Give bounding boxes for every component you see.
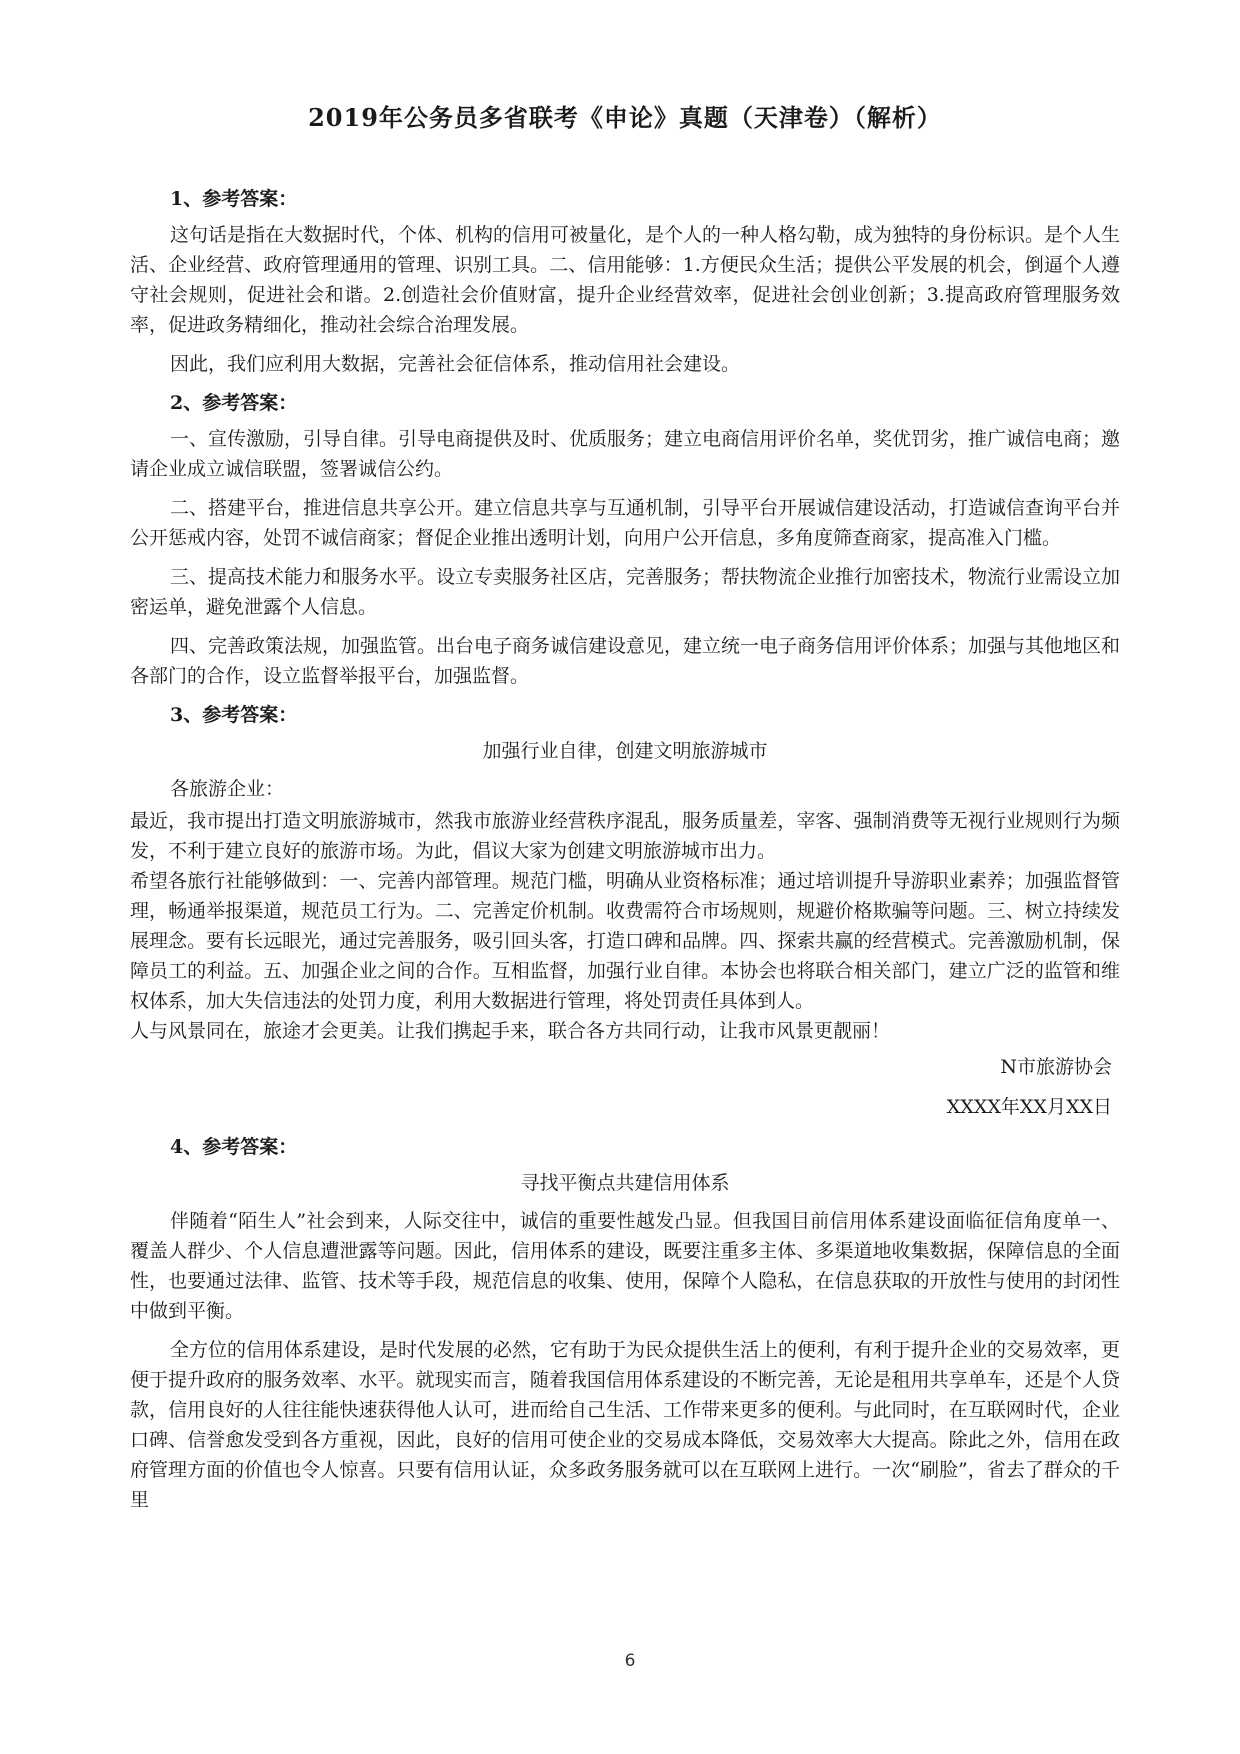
- proposal-salutation: 各旅游企业：: [170, 778, 285, 800]
- essay-title: 寻找平衡点共建信用体系: [520, 1172, 730, 1194]
- section-2-heading: 2、参考答案：: [170, 392, 298, 414]
- proposal-date: XXXX年XX月XX日: [946, 1096, 1112, 1118]
- page-number: 6: [624, 1651, 636, 1671]
- essay-paragraph: 伴随着“陌生人”社会到来，人际交往中，诚信的重要性越发凸显。但我国目前信用体系建设面临征信角度单一、覆盖人群少、个人信息遭泄露等问题。因此，信用体系的建设，既要注重多主体、多渠道地收集数据，保障信息的全面性，也要通过法律、监管、技术等手段，规范信息的收集、使用，保障个人隐私，在信息获取的开放性与使用的封闭性中做到平衡。: [130, 1210, 1120, 1322]
- section-1-heading: 1、参考答案：: [170, 188, 298, 210]
- section-1-paragraph: 因此，我们应利用大数据，完善社会征信体系，推动信用社会建设。: [170, 353, 741, 375]
- essay-paragraph: 全方位的信用体系建设，是时代发展的必然，它有助于为民众提供生活上的便利，有利于提升企业的交易效率，更便于提升政府的服务效率、水平。就现实而言，随着我国信用体系建设的不断完善，无论是租用共享单车，还是个人贷款，信用良好的人往往能快速获得他人认可，进而给自己生活、工作带来更多的便利。与此同时，在互联网时代，企业口碑、信誉愈发受到各方重视，因此，良好的信用可使企业的交易成本降低，交易效率大大提高。除此之外，信用在政府管理方面的价值也令人惊喜。只要有信用认证，众多政务服务就可以在互联网上进行。一次“刷脸”，省去了群众的千里: [130, 1339, 1121, 1511]
- section-1-paragraph: 这句话是指在大数据时代，个体、机构的信用可被量化，是个人的一种人格勾勒，成为独特的身份标识。是个人生活、企业经营、政府管理通用的管理、识别工具。二、信用能够：1.方便民众生活；提供公平发展的机会，倒逼个人遵守社会规则，促进社会和谐。2.创造社会价值财富，提升企业经营效率，促进社会创业创新；3.提高政府管理服务效率，促进政务精细化，推动社会综合治理发展。: [130, 224, 1121, 336]
- document-page: [130, 0, 1120, 1754]
- section-2-paragraph: 二、搭建平台，推进信息共享公开。建立信息共享与互通机制，引导平台开展诚信建设活动，打造诚信查询平台并公开惩戒内容，处罚不诚信商家；督促企业推出透明计划，向用户公开信息，多角度筛查商家，提高准入门槛。: [130, 497, 1121, 549]
- proposal-signature: N市旅游协会: [1000, 1056, 1112, 1078]
- proposal-body: 希望各旅行社能够做到：一、完善内部管理。规范门槛，明确从业资格标准；通过培训提升导游职业素养；加强监督管理，畅通举报渠道，规范员工行为。二、完善定价机制。收费需符合市场规则，规避价格欺骗等问题。三、树立持续发展理念。要有长远眼光，通过完善服务，吸引回头客，打造口碑和品牌。四、探索共赢的经营模式。完善激励机制，保障员工的利益。五、加强企业之间的合作。互相监督，加强行业自律。本协会也将联合相关部门，建立广泛的监管和维权体系，加大失信违法的处罚力度，利用大数据进行管理，将处罚责任具体到人。: [130, 870, 1120, 1012]
- section-2-paragraph: 三、提高技术能力和服务水平。设立专卖服务社区店，完善服务；帮扶物流企业推行加密技术，物流行业需设立加密运单，避免泄露个人信息。: [130, 566, 1121, 618]
- document-content: [130, 180, 1120, 1524]
- section-4-heading: 4、参考答案：: [170, 1136, 298, 1158]
- section-3-heading: 3、参考答案：: [170, 704, 298, 726]
- section-2-paragraph: 一、宣传激励，引导自律。引导电商提供及时、优质服务；建立电商信用评价名单，奖优罚劣，推广诚信电商；邀请企业成立诚信联盟，签署诚信公约。: [130, 428, 1121, 480]
- proposal-body: 人与风景同在，旅途才会更美。让我们携起手来，联合各方共同行动，让我市风景更靓丽！: [130, 1020, 891, 1042]
- proposal-title: 加强行业自律，创建文明旅游城市: [482, 740, 768, 762]
- proposal-body: 最近，我市提出打造文明旅游城市，然我市旅游业经营秩序混乱，服务质量差，宰客、强制消费等无视行业规则行为频发，不利于建立良好的旅游市场。为此，倡议大家为创建文明旅游城市出力。: [130, 810, 1120, 862]
- section-2-paragraph: 四、完善政策法规，加强监管。出台电子商务诚信建设意见，建立统一电子商务信用评价体系；加强与其他地区和各部门的合作，设立监督举报平台，加强监督。: [130, 635, 1121, 687]
- document-title: 2019年公务员多省联考《申论》真题（天津卷）（解析）: [308, 103, 942, 132]
